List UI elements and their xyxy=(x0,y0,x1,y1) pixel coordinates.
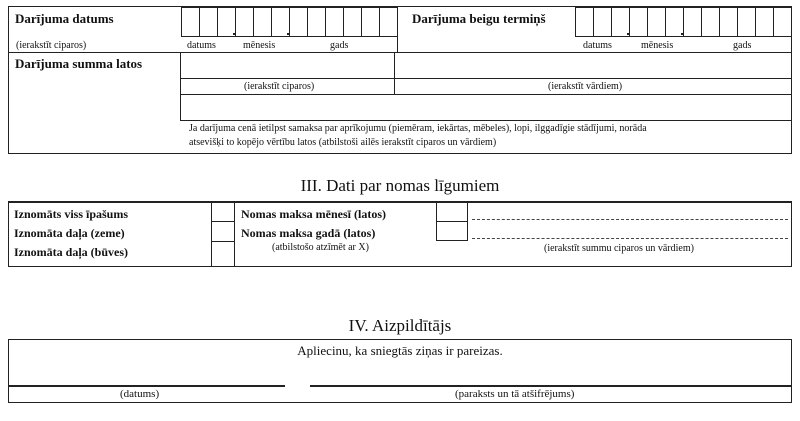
equipment-value-field[interactable] xyxy=(181,95,791,119)
lease-land-checkbox[interactable] xyxy=(212,222,234,241)
section-4-title: IV. Aizpildītājs xyxy=(348,316,452,335)
transaction-date-label: Darījuma datums xyxy=(15,11,114,26)
date-part-year: gads xyxy=(330,40,349,51)
lease-buildings-checkbox[interactable] xyxy=(212,242,234,266)
yearly-fee-input[interactable] xyxy=(472,238,788,239)
transaction-date-hint: (ierakstīt ciparos) xyxy=(16,40,87,51)
end-part-day: datums xyxy=(583,40,612,51)
yearly-fee-label: Nomas maksa gadā (latos) xyxy=(241,226,376,240)
filler-date-hint: (datums) xyxy=(120,388,160,400)
yearly-fee-checkbox[interactable] xyxy=(436,221,468,241)
transaction-sum-label: Darījuma summa latos xyxy=(15,56,143,71)
date-part-month: mēnesis xyxy=(243,40,276,51)
end-part-year: gads xyxy=(733,40,752,51)
signature-hint: (paraksts un tā atšifrējums) xyxy=(455,388,575,400)
note-line-1: Ja darījuma cenā ietilpst samaksa par aprīkojumu (piemēram, iekārtas, mēbeles), lopi, ilggadīgie stādījumi, norāda xyxy=(189,123,647,134)
sum-digits-field[interactable] xyxy=(181,53,393,77)
end-part-month: mēnesis xyxy=(641,40,674,51)
lease-whole-checkbox[interactable] xyxy=(212,202,234,221)
lease-land-label: Iznomāta daļa (zeme) xyxy=(14,226,125,240)
monthly-fee-label: Nomas maksa mēnesī (latos) xyxy=(241,207,386,221)
mark-hint: (atbilstošo atzīmēt ar X) xyxy=(272,242,369,253)
statement-text: Apliecinu, ka sniegtās ziņas ir pareizas. xyxy=(297,343,503,358)
sum-digits-hint: (ierakstīt ciparos) xyxy=(244,81,315,92)
sum-hint: (ierakstīt summu ciparos un vārdiem) xyxy=(544,243,694,254)
section-3-title: III. Dati par nomas līgumiem xyxy=(300,176,500,195)
note-line-2: atsevišķi to kopējo vērtību latos (atbilstoši ailēs ierakstīt ciparos un vārdiem) xyxy=(189,137,497,148)
sum-words-field[interactable] xyxy=(395,53,791,77)
date-line[interactable] xyxy=(8,385,285,387)
monthly-fee-checkbox[interactable] xyxy=(436,202,468,222)
sum-words-hint: (ierakstīt vārdiem) xyxy=(548,81,623,92)
lease-whole-label: Iznomāts viss īpašums xyxy=(14,207,129,221)
lease-buildings-label: Iznomāta daļa (būves) xyxy=(14,245,129,259)
date-part-day: datums xyxy=(187,40,216,51)
monthly-fee-input[interactable] xyxy=(472,219,788,220)
transaction-end-label: Darījuma beigu termiņš xyxy=(412,11,546,26)
signature-line[interactable] xyxy=(310,385,792,387)
